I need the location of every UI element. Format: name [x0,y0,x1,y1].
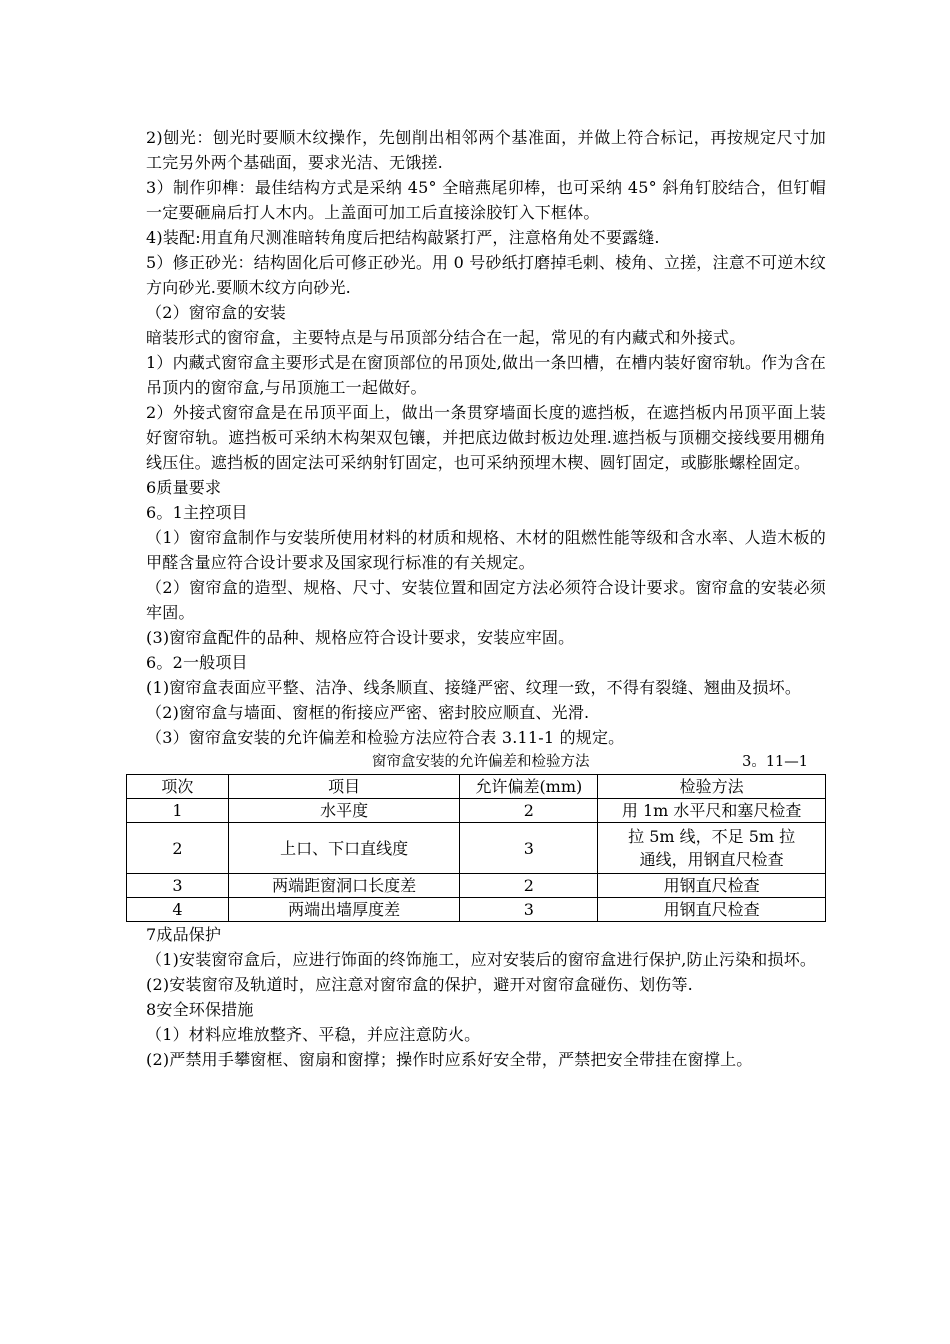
table-row [127,799,826,823]
table-cell: 3 [127,874,229,898]
table-row [127,874,826,898]
paragraph: （1)安装窗帘盒后，应进行饰面的终饰施工，应对安装后的窗帘盒进行保护,防止污染和损坏。 [146,950,817,969]
table-cell: 用钢直尺检查 [598,898,826,922]
paragraph: （2）窗帘盒的造型、规格、尺寸、安装位置和固定方法必须符合设计要求。窗帘盒的安装必须牢固。 [146,578,826,622]
paragraph: (2)严禁用手攀窗框、窗扇和窗撑；操作时应系好安全带，严禁把安全带挂在窗撑上。 [146,1050,753,1069]
paragraph: 3）制作卯榫：最佳结构方式是采纳 45° 全暗燕尾卯棒，也可采纳 45° 斜角钉胶结合，但钉帽一定要砸扁后打人木内。上盖面可加工后直接涂胶钉入下框体。 [146,178,826,222]
table-header-cell: 检验方法 [598,775,826,799]
table-cell: 两端距窗洞口长度差 [228,874,460,898]
section-heading: （2）窗帘盒的安装 [146,303,286,322]
paragraph: 暗装形式的窗帘盒，主要特点是与吊顶部分结合在一起，常见的有内藏式和外接式。 [146,328,746,347]
table-cell: 2 [127,823,229,874]
table-cell: 拉 5m 线，不足 5m 拉通线，用钢直尺检查 [598,823,826,874]
subsection-heading: 6。1主控项目 [146,503,248,522]
section-heading: 8安全环保措施 [146,1000,254,1019]
paragraph: (1)窗帘盒表面应平整、洁净、线条顺直、接缝严密、纹理一致，不得有裂缝、翘曲及损坏。 [146,678,802,697]
table-cell: 1 [127,799,229,823]
table-caption [146,750,826,774]
table-header-cell: 项目 [228,775,460,799]
paragraph: 2)刨光：刨光时要顺木纹操作，先刨削出相邻两个基准面，并做上符合标记，再按规定尺寸加工完另外两个基础面，要求光洁、无饿搓. [146,128,826,172]
paragraph: 4)装配:用直角尺测准暗转角度后把结构敲紧打严，注意格角处不要露缝. [146,228,660,247]
document-page [146,125,826,1072]
paragraph: （3）窗帘盒安装的允许偏差和检验方法应符合表 3.11-1 的规定。 [146,728,625,747]
text-block-before-table [146,125,826,750]
table-title: 窗帘盒安装的允许偏差和检验方法 [372,754,590,770]
table-number: 3。11—1 [742,754,808,770]
paragraph: (3)窗帘盒配件的品种、规格应符合设计要求，安装应牢固。 [146,628,575,647]
table-cell: 用 1m 水平尺和塞尺检查 [598,799,826,823]
table-cell: 2 [460,874,598,898]
paragraph: 2）外接式窗帘盒是在吊顶平面上，做出一条贯穿墙面长度的遮挡板，在遮挡板内吊顶平面上装好窗帘轨。遮挡板可采纳木构架双包镶，并把底边做封板边处理.遮挡板与顶棚交接线要用棚角线压住。遮挡板的固定法可采纳射钉固定，也可采纳预埋木楔、圆钉固定，或膨胀螺栓固定。 [146,403,826,472]
table-row [127,898,826,922]
table-header-cell: 项次 [127,775,229,799]
section-heading: 7成品保护 [146,925,222,944]
paragraph: （1）窗帘盒制作与安装所使用材料的材质和规格、木材的阻燃性能等级和含水率、人造木板的甲醛含量应符合设计要求及国家现行标准的有关规定。 [146,528,826,572]
paragraph: 5）修正砂光：结构固化后可修正砂光。用 0 号砂纸打磨掉毛刺、棱角、立搓，注意不可逆木纹方向砂光.要顺木纹方向砂光. [146,253,826,297]
table-cell: 水平度 [228,799,460,823]
table-cell: 上口、下口直线度 [228,823,460,874]
table-cell: 用钢直尺检查 [598,874,826,898]
table-cell: 4 [127,898,229,922]
section-heading: 6质量要求 [146,478,222,497]
tolerance-table [126,774,826,922]
paragraph: (2)安装窗帘及轨道时，应注意对窗帘盒的保护，避开对窗帘盒碰伤、划伤等. [146,975,693,994]
table-cell: 两端出墙厚度差 [228,898,460,922]
table-row [127,823,826,874]
table-header-row [127,775,826,799]
text-block-after-table [146,922,826,1072]
table-cell: 3 [460,823,598,874]
table-header-cell: 允许偏差(mm) [460,775,598,799]
paragraph: （1）材料应堆放整齐、平稳，并应注意防火。 [146,1025,481,1044]
table-cell: 2 [460,799,598,823]
paragraph: （2)窗帘盒与墙面、窗框的衔接应严密、密封胶应顺直、光滑. [146,703,590,722]
table-cell: 3 [460,898,598,922]
subsection-heading: 6。2一般项目 [146,653,248,672]
paragraph: 1）内藏式窗帘盒主要形式是在窗顶部位的吊顶处,做出一条凹槽，在槽内装好窗帘轨。作为含在吊顶内的窗帘盒,与吊顶施工一起做好。 [146,353,826,397]
